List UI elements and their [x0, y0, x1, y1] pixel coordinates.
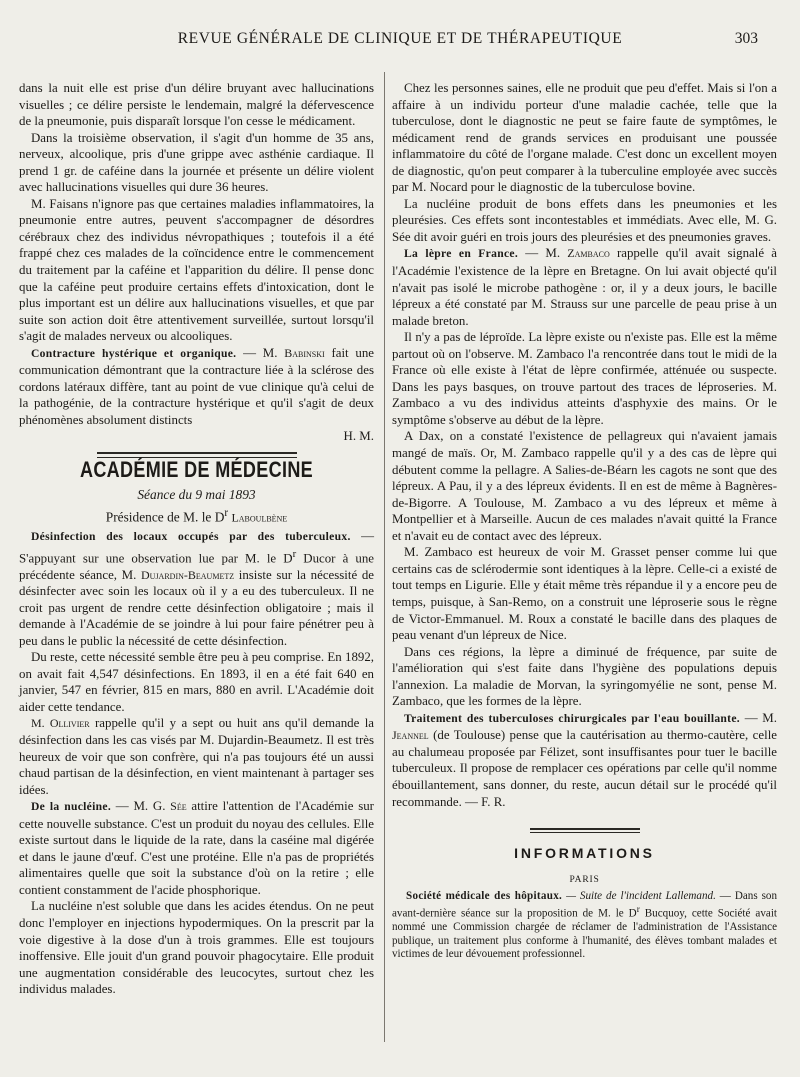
- paragraph-nucleine: De la nucléine. — M. G. Sée attire l'attention de l'Académie sur cette nouvelle substance. C'est un produit du noyau des cellules. Elle existe surtout dans le liquide de la rate, dans la caséine mal digérée et dans le jaune d'œuf. C'est une protéine. Elle n'a pas de propriétés alimentaires quelle que soit la substance d'où on la retire ; elle contient constamment de l'acide phosphorique.: [19, 799, 374, 897]
- paragraph-dax: A Dax, on a constaté l'existence de pellagreux qui n'avaient jamais mangé de maïs. Or, M. Zambaco rappelle qu'il y a des cas de lèpre qui débutent comme la pellagre. A Salies-de-Béarn les cagots ne sont que des lépreux. A Pau, il y a des lépreux évidents. Il en est de même à Bagnères-de-Bigorre. A Toulouse, M. Zambaco a vu des lépreux et même à Montpellier et à Marseille. Aucun de ces malades n'avait quitté la France et n'avait eu de contact avec des lépreux.: [392, 429, 777, 543]
- presidency-line: Présidence de M. le $D^r$ Laboulbène: [105, 507, 288, 525]
- running-title: REVUE GÉNÉRALE DE CLINIQUE ET DE THÉRAPEUTIQUE: [177, 30, 623, 47]
- lepre-heading: La lèpre en France.: [404, 247, 519, 261]
- city-label: PARIS: [569, 874, 600, 885]
- informations-rule: [530, 828, 640, 833]
- author-zambaco: Zambaco: [567, 246, 610, 261]
- paragraph-personnes-saines: Chez les personnes saines, elle ne produit que peu d'effet. Mais si l'on a affaire à un individu porteur d'une maladie cachée, telle que la tuberculose, dont le diagnostic ne peut se faire faute de symptômes, le médicament rend de grands services en produisant une poussée inflammatoire du côté de l'organe malade. C'est donc un excellent moyen de diagnostic, qu'on peut comparer à la tuberculine employée avec succès par M. Nocard pour le diagnostic de la tuberculose bovine.: [392, 81, 777, 195]
- page-number: 303: [734, 30, 758, 47]
- paragraph-leproide: Il n'y a pas de léproïde. La lèpre existe ou n'existe pas. Elle est la même partout où on l'observe. M. Zambaco l'a rencontrée dans tout le midi de la France où elle existe à l'état de lèpre confirmée, atténuée ou suspecte. Dans les pays basques, on trouve partout des traces de léproseries. M. Zambaco a vu des individus atteints d'asphyxie des mains. Or le symptôme s'observe au début de la lèpre.: [392, 330, 777, 427]
- contracture-heading: Contracture hystérique et organique.: [31, 346, 237, 360]
- informations-body: [392, 890, 777, 962]
- paragraph-soluble: La nucléine n'est soluble que dans les acides étendus. On ne peut donc l'employer en injections hypodermiques. On la prescrit par la voie digestive à la dose d'un à trois grammes. Elle est toujours inoffensive. Elle jouit d'un grand pouvoir phagocytaire. Elle produit une augmentation considérable des leucocytes, surtout chez les individus malades.: [19, 899, 374, 997]
- paragraph-faisans: M. Faisans n'ignore pas que certaines maladies inflammatoires, la pneumonie entre autres, peuvent s'accompagner de désordres cérébraux chez des individus névropathiques ; toutefois il a été frappé chez ces malades de la coïncidence entre le commencement du traitement par la caféine et l'apparition du délire. Il pense donc que la caféine peut produire certains effets d'intoxication, dont le plus important est un délire aux hallucinations visuelles, et que par suite son action doit être attentivement surveillée, surtout lorsqu'il s'agit de malades nerveux ou alcooliques.: [19, 196, 374, 344]
- president-name: Laboulbène: [231, 510, 288, 525]
- author-dujardin-beaumetz: Dujardin-Beaumetz: [141, 567, 235, 582]
- left-column: [19, 80, 374, 998]
- running-head: [0, 28, 800, 50]
- paragraph-ollivier: M. Ollivier rappelle qu'il y a sept ou huit ans qu'il demande la désinfection dans les cas visés par M. Dujardin-Beaumetz. Il est très heureux de voir que son confrère, qui n'a pas toujours été un aussi chaud partisan de la désinfection, en vient maintenant à partager ses idées.: [19, 716, 375, 797]
- author-ollivier: M. Ollivier: [31, 716, 90, 731]
- paragraph-traitement: Traitement des tuberculoses chirurgicales par l'eau bouillante. — M. Jeannel (de Toulouse) pense que la cautérisation au thermo-cautère, celle au chalumeau proposée par Félizet, sont insuffisantes pour tuer le bacille tuberculeux. Il propose de remplacer ces opérations par celle qu'il nomme ébouillantement, sans donner, du reste, aucun détail sur le procédé qu'il recommande. — F. R.: [392, 710, 777, 809]
- paragraph-lepre: La lèpre en France. — M. Zambaco rappelle qu'il avait signalé à l'Académie l'existence de la lèpre en Bretagne. On lui avait objecté qu'il n'avait pas isolé le microbe pathogène : or, il y a deux jours, le bacille lépreux a été constaté par M. Strauss sur une parcelle de peau prise à un malade breton.: [392, 246, 777, 328]
- societe-heading: Société médicale des hôpitaux.: [406, 890, 563, 903]
- paragraph-troisieme-observation: Dans la troisième observation, il s'agit d'un homme de 35 ans, nerveux, alcoolique, pris d'une grippe avec asthénie cardiaque. Il prend 1 gr. de caféine dans la journée et présente un délire violent avec hallucinations visuelles qui dure 36 heures.: [19, 130, 374, 195]
- paragraph-grasset: M. Zambaco est heureux de voir M. Grasset penser comme lui que certains cas de sclérodermie sont identiques à la lèpre. Celle-ci a existé de tout temps en Ligurie. Elle y était même très répandue il y a encore peu de temps, puisque, à San-Remo, on a construit une léproserie sous le règne de Victor-Emmanuel. M. Roux a constaté le bacille dans des plaques de peau venant d'un lépreux de Nice.: [392, 545, 777, 643]
- paragraph-delire: dans la nuit elle est prise d'un délire bruyant avec hallucinations visuelles ; ce délire persiste le lendemain, malgré la défervescence de la pneumonie, puis disparaît lorsque l'on cesse le médicament.: [19, 81, 374, 129]
- session-date: Séance du 9 mai 1893: [137, 486, 256, 502]
- author-see: Sée: [170, 799, 187, 814]
- traitement-heading: Traitement des tuberculoses chirurgicales par l'eau bouillante.: [404, 711, 740, 725]
- paragraph-du-reste: Du reste, cette nécessité semble être peu à peu comprise. En 1892, on avait fait 4,547 désinfections. En 1893, il en a été fait 640 en janvier, 547 en février, 815 en mars, 880 en avril. L'Académie doit aider cette tendance.: [19, 650, 374, 714]
- column-divider: [384, 72, 385, 1042]
- signature-hm: H. M.: [343, 429, 374, 444]
- author-babinski: Babinski: [284, 345, 325, 360]
- desinfection-heading: Désinfection des locaux occupés par des tuberculeux.: [31, 530, 351, 544]
- informations-title: INFORMATIONS: [514, 845, 655, 862]
- author-jeannel: Jeannel: [392, 728, 429, 743]
- paragraph-contracture: Contracture hystérique et organique. — M. Babinski fait une communication démontrant que la contracture liée à la sclérose des cordons latéraux diffère, tant au point de vue clinique qu'à celui de la pathogénie, de la contracture hystérique et qu'il s'agit de deux phénomènes absolument distincts: [19, 345, 374, 427]
- paragraph-bons-effets: La nucléine produit de bons effets dans les pneumonies et les pleurésies. Ces effets sont incontestables et immédiats. Avec elle, M. G. Sée dit avoir guéri en trois jours des pleurésies et des pneumonies graves.: [392, 196, 777, 244]
- right-column: [392, 80, 777, 962]
- paragraph-regions: Dans ces régions, la lèpre a diminué de fréquence, par suite de l'amélioration qui s'est faite dans l'hygiène des populations depuis l'annexion. La maladie de Morvan, la syringomyélie ne sont, pense M. Zambaco, que les formes de la lèpre.: [392, 644, 777, 709]
- academy-title: ACADÉMIE DE MÉDECINE: [79, 457, 314, 483]
- nucleine-heading: De la nucléine.: [31, 800, 112, 814]
- paragraph-desinfection: Désinfection des locaux occupés par des tuberculeux. — S'appuyant sur une observation lue par M. le $D^r$ Ducor à une précédente séance, M. Dujardin-Beaumetz insiste sur la nécessité de désinfecter avec soin les locaux où il y a eu des tuberculeux. Il ne croit pas urgent de rendre cette désinfection obligatoire ; mais il demande à l'Académie de se joindre à lui pour faire pénétrer peu à peu dans le public la nécessité de cette désinfection.: [19, 529, 375, 648]
- paragraph-societe: Société médicale des hôpitaux. — Suite de l'incident Lallemand. — Dans son avant-dernière séance sur la proposition de M. le $D^r$ Bucquoy, cette Société avait nommé une Commission chargée de réclamer de l'administration de l'Assistance publique, un traitement plus conforme à l'humanité, des élèves tombant malades et victimes de leur dévouement professionnel.: [392, 890, 778, 961]
